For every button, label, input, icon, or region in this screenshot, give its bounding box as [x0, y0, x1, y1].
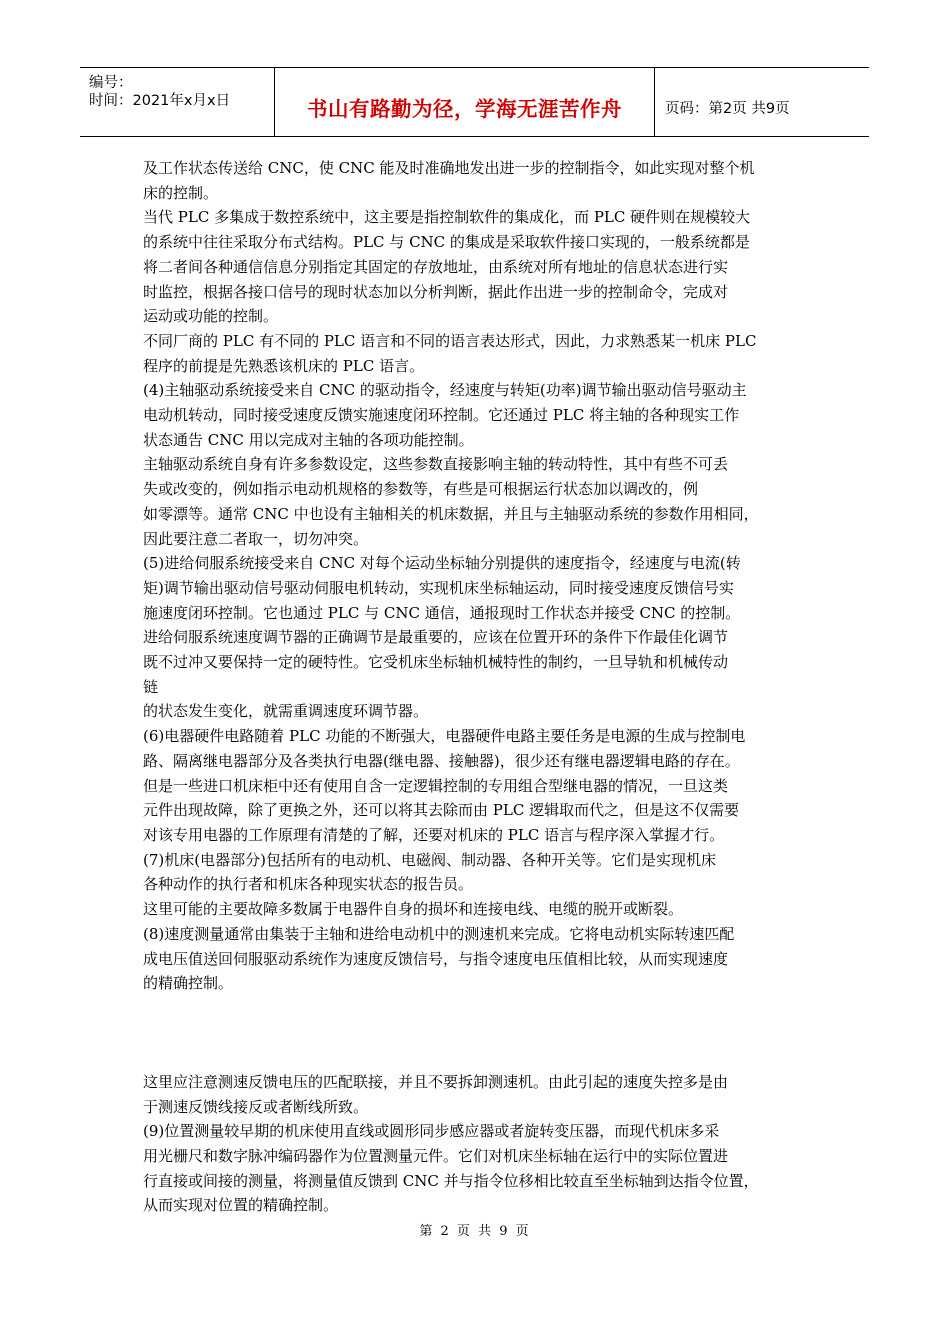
text-line: 因此要注意二者取一，切勿冲突。 — [143, 529, 369, 548]
text-line: 这里应注意测速反馈电压的匹配联接，并且不要拆卸测速机。由此引起的速度失控多是由 — [143, 1072, 729, 1091]
text-line: 这里可能的主要故障多数属于电器件自身的损坏和连接电线、电缆的脱开或断裂。 — [143, 900, 684, 919]
text-line: (9)位置测量较早期的机床使用直线或圆形同步感应器或者旋转变压器，而现代机床多采 — [143, 1122, 720, 1141]
document-body — [143, 156, 815, 1218]
text-line: 成电压值送回伺服驱动系统作为速度反馈信号，与指令速度电压值相比较，从而实现速度 — [143, 949, 729, 968]
text-line: (6)电器硬件电路随着 PLC 功能的不断强大，电器硬件电路主要任务是电源的生成与控制电 — [143, 727, 746, 746]
text-line: 用光栅尺和数字脉冲编码器作为位置测量元件。它们对机床坐标轴在运行中的实际位置进 — [143, 1147, 729, 1166]
text-line: (4)主轴驱动系统接受来自 CNC 的驱动指令，经速度与转矩(功率)调节输出驱动信号驱动主 — [143, 381, 747, 400]
text-line: 当代 PLC 多集成于数控系统中，这主要是指控制软件的集成化，而 PLC 硬件则在规模较大 — [143, 208, 751, 227]
header-motto-cell — [275, 68, 655, 136]
text-line: 床的控制。 — [143, 183, 219, 202]
text-line: 的系统中往往采取分布式结构。PLC 与 CNC 的集成是采取软件接口实现的，一般系统都是 — [143, 233, 750, 252]
motto: 书山有路勤为径，学海无涯苦作舟 — [307, 97, 622, 121]
text-line: 的精确控制。 — [143, 974, 234, 993]
text-line: 主轴驱动系统自身有许多参数设定，这些参数直接影响主轴的转动特性，其中有些不可丢 — [143, 455, 729, 474]
text-line: 矩)调节输出驱动信号驱动伺服电机转动，实现机床坐标轴运动，同时接受速度反馈信号实 — [143, 578, 734, 597]
text-line: 但是一些进口机床柜中还有使用自含一定逻辑控制的专用组合型继电器的情况，一旦这类 — [143, 776, 729, 795]
text-line: 时监控，根据各接口信号的现时状态加以分析判断，据此作出进一步的控制命令，完成对 — [143, 282, 729, 301]
text-line: 如零漂等。通常 CNC 中也设有主轴相关的机床数据，并且与主轴驱动系统的参数作用相同， — [143, 504, 759, 523]
text-line: 失或改变的，例如指示电动机规格的参数等，有些是可根据运行状态加以调改的，例 — [143, 480, 699, 499]
text-line: 元件出现故障，除了更换之外，还可以将其去除而由 PLC 逻辑取而代之，但是这不仅需要 — [143, 801, 740, 820]
text-line: 程序的前提是先熟悉该机床的 PLC 语言。 — [143, 356, 425, 375]
text-line: 各种动作的执行者和机床各种现实状态的报告员。 — [143, 875, 474, 894]
text-line: 及工作状态传送给 CNC，使 CNC 能及时准确地发出进一步的控制指令，如此实现对整个机 — [143, 159, 755, 177]
text-line: 既不过冲又要保持一定的硬特性。它受机床坐标轴机械特性的制约，一旦导轨和机械传动 — [143, 653, 729, 672]
text-line: 电动机转动，同时接受速度反馈实施速度闭环控制。它还通过 PLC 将主轴的各种现实工作 — [143, 406, 740, 425]
text-line: 的状态发生变化，就需重调速度环调节器。 — [143, 702, 429, 721]
text-line: 施速度闭环控制。它也通过 PLC 与 CNC 通信，通报现时工作状态并接受 CNC 的控制。 — [143, 603, 741, 622]
text-line: 链 — [143, 677, 159, 696]
text-line: 行直接或间接的测量，将测量值反馈到 CNC 并与指令位移相比较直至坐标轴到达指令位置， — [143, 1171, 759, 1190]
text-line: 进给伺服系统速度调节器的正确调节是最重要的，应该在位置开环的条件下作最佳化调节 — [143, 628, 729, 647]
text-line: (8)速度测量通常由集装于主轴和进给电动机中的测速机来完成。它将电动机实际转速匹配 — [143, 924, 735, 943]
page-header — [80, 67, 869, 137]
date-label: 时间：2021年x月x日 — [89, 93, 231, 109]
text-line: 状态通告 CNC 用以完成对主轴的各项功能控制。 — [143, 430, 474, 449]
text-line: (7)机床(电器部分)包括所有的电动机、电磁阀、制动器、各种开关等。它们是实现机床 — [143, 850, 716, 869]
text-line: 将二者间各种通信信息分别指定其固定的存放地址，由系统对所有地址的信息状态进行实 — [143, 257, 729, 276]
text-line: 不同厂商的 PLC 有不同的 PLC 语言和不同的语言表达形式，因此，力求熟悉某一机床 PLC — [143, 331, 757, 350]
page-info: 页码：第2页 共9页 — [665, 100, 790, 117]
text-line: 路、隔离继电器部分及各类执行电器(继电器、接触器)，很少还有继电器逻辑电路的存在。 — [143, 751, 740, 770]
number-label: 编号： — [89, 75, 133, 91]
text-line: (5)进给伺服系统接受来自 CNC 对每个运动坐标轴分别提供的速度指令，经速度与电流(转 — [143, 554, 741, 573]
header-meta — [80, 68, 275, 136]
text-line: 于测速反馈线接反或者断线所致。 — [143, 1097, 369, 1116]
text-line: 运动或功能的控制。 — [143, 307, 279, 326]
text-line: 从而实现对位置的精确控制。 — [143, 1196, 339, 1215]
page-footer: 第 2 页 共 9 页 — [419, 1224, 531, 1239]
paragraph-gap — [143, 996, 815, 1070]
text-line: 对该专用电器的工作原理有清楚的了解，还要对机床的 PLC 语言与程序深入掌握才行。 — [143, 825, 725, 844]
